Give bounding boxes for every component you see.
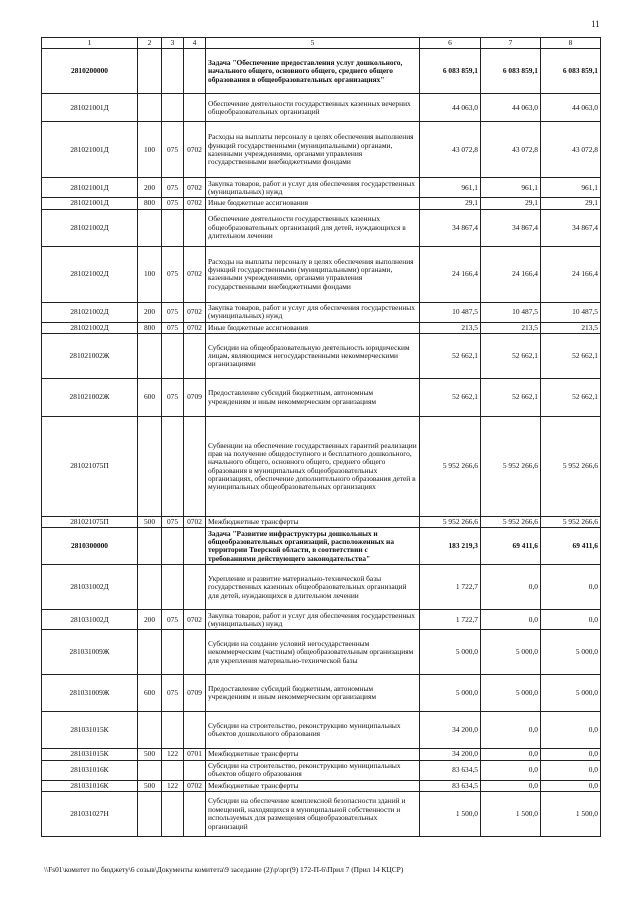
description-cell: Предоставление субсидий бюджетным, автономным учреждениям и иным некоммерческим организациям — [206, 675, 420, 712]
type-code-cell — [138, 565, 162, 610]
amount-year3-cell: 5 000,0 — [541, 630, 601, 675]
description-cell: Обеспечение деятельности государственных казенных общеобразовательных организаций для детей, нуждающихся в длительном лечении — [206, 209, 420, 246]
code-cell: 281021002Д — [42, 209, 138, 246]
amount-year1-cell: 83 634,5 — [420, 780, 481, 791]
amount-year2-cell: 0,0 — [481, 712, 541, 749]
description-cell: Иные бюджетные ассигнования — [206, 198, 420, 209]
type-code-cell: 100 — [138, 246, 162, 302]
amount-year2-cell: 29,1 — [481, 198, 541, 209]
type-code-cell — [138, 49, 162, 94]
table-row — [42, 322, 601, 333]
amount-year3-cell: 961,1 — [541, 178, 601, 198]
type-code-cell — [138, 334, 162, 379]
type-code-cell — [138, 792, 162, 837]
table-row — [42, 760, 601, 780]
type-code-cell — [138, 94, 162, 122]
amount-year1-cell: 34 200,0 — [420, 712, 481, 749]
section-code-cell: 0702 — [184, 198, 206, 209]
description-cell: Субсидии на создание условий негосударственным некоммерческим (частным) общеобразовательным организациям для укрепления материально-технической базы — [206, 630, 420, 675]
description-cell: Задача "Развитие инфраструктуры дошкольных и общеобразовательных организаций, расположенных на территории Тверской области, в соответствии с требованиями действующего законодательства" — [206, 528, 420, 565]
header-col-4: 4 — [184, 38, 206, 49]
description-cell: Закупка товаров, работ и услуг для обеспечения государственных (муниципальных) нужд — [206, 302, 420, 322]
type-code-cell: 800 — [138, 198, 162, 209]
amount-year3-cell: 6 083 859,1 — [541, 49, 601, 94]
dept-code-cell — [162, 49, 184, 94]
amount-year2-cell: 52 662,1 — [481, 334, 541, 379]
code-cell: 281021075П — [42, 417, 138, 517]
amount-year1-cell: 24 166,4 — [420, 246, 481, 302]
type-code-cell: 200 — [138, 178, 162, 198]
amount-year2-cell: 43 072,8 — [481, 122, 541, 178]
description-cell: Закупка товаров, работ и услуг для обеспечения государственных (муниципальных) нужд — [206, 610, 420, 630]
section-code-cell: 0702 — [184, 517, 206, 528]
type-code-cell: 600 — [138, 675, 162, 712]
dept-code-cell: 075 — [162, 322, 184, 333]
section-code-cell: 0702 — [184, 322, 206, 333]
description-cell: Субсидии на строительство, реконструкцию муниципальных объектов дошкольного образования — [206, 712, 420, 749]
dept-code-cell: 122 — [162, 749, 184, 760]
code-cell: 281031002Д — [42, 610, 138, 630]
amount-year1-cell: 44 063,0 — [420, 94, 481, 122]
dept-code-cell: 075 — [162, 246, 184, 302]
type-code-cell — [138, 760, 162, 780]
amount-year3-cell: 5 952 266,6 — [541, 417, 601, 517]
code-cell: 2810200000 — [42, 49, 138, 94]
code-cell: 281021001Д — [42, 94, 138, 122]
type-code-cell: 500 — [138, 517, 162, 528]
description-cell: Задача "Обеспечение предоставления услуг дошкольного, начального общего, основного общего, среднего общего образования в общеобразовательных организациях" — [206, 49, 420, 94]
description-cell: Субвенции на обеспечение государственных гарантий реализации прав на получение общедоступного и бесплатного дошкольного, начального общего, основного общего, среднего общего образования в муниципальных общеобразовательных организациях, обеспечение дополнительного образования детей в муниципальных общеобразовательных организациях — [206, 417, 420, 517]
table-row — [42, 417, 601, 517]
amount-year1-cell: 34 867,4 — [420, 209, 481, 246]
table-row — [42, 209, 601, 246]
table-row — [42, 792, 601, 837]
table-row — [42, 517, 601, 528]
section-code-cell — [184, 712, 206, 749]
amount-year2-cell: 5 000,0 — [481, 630, 541, 675]
amount-year3-cell: 1 500,0 — [541, 792, 601, 837]
section-code-cell: 0709 — [184, 675, 206, 712]
table-row — [42, 198, 601, 209]
amount-year3-cell: 52 662,1 — [541, 379, 601, 417]
amount-year3-cell: 0,0 — [541, 565, 601, 610]
description-cell: Межбюджетные трансферты — [206, 517, 420, 528]
code-cell: 281031009Ж — [42, 675, 138, 712]
section-code-cell: 0702 — [184, 302, 206, 322]
amount-year3-cell: 0,0 — [541, 780, 601, 791]
dept-code-cell — [162, 565, 184, 610]
amount-year3-cell: 52 662,1 — [541, 334, 601, 379]
dept-code-cell — [162, 94, 184, 122]
amount-year2-cell: 0,0 — [481, 780, 541, 791]
table-row — [42, 780, 601, 791]
dept-code-cell — [162, 760, 184, 780]
amount-year2-cell: 10 487,5 — [481, 302, 541, 322]
section-code-cell — [184, 630, 206, 675]
description-cell: Обеспечение деятельности государственных казенных вечерних общеобразовательных организаций — [206, 94, 420, 122]
header-col-3: 3 — [162, 38, 184, 49]
description-cell: Субсидии на общеобразовательную деятельность юридическим лицам, являющимся негосударственными некоммерческими организациями — [206, 334, 420, 379]
dept-code-cell: 075 — [162, 198, 184, 209]
section-code-cell: 0702 — [184, 610, 206, 630]
table-row — [42, 122, 601, 178]
description-cell: Расходы на выплаты персоналу в целях обеспечения выполнения функций государственными (муниципальными) органами, казенными учреждениями, органами управления государственными внебюджетными фондами — [206, 246, 420, 302]
type-code-cell: 200 — [138, 302, 162, 322]
amount-year3-cell: 24 166,4 — [541, 246, 601, 302]
code-cell: 281031002Д — [42, 565, 138, 610]
section-code-cell — [184, 49, 206, 94]
code-cell: 281021002Ж — [42, 334, 138, 379]
amount-year2-cell: 24 166,4 — [481, 246, 541, 302]
type-code-cell: 500 — [138, 749, 162, 760]
header-col-5: 5 — [206, 38, 420, 49]
section-code-cell: 0702 — [184, 780, 206, 791]
type-code-cell — [138, 417, 162, 517]
amount-year2-cell: 213,5 — [481, 322, 541, 333]
amount-year2-cell: 5 952 266,6 — [481, 417, 541, 517]
description-cell: Расходы на выплаты персоналу в целях обеспечения выполнения функций государственными (муниципальными) органами, казенными учреждениями, органами управления государственными внебюджетными фондами — [206, 122, 420, 178]
dept-code-cell: 075 — [162, 178, 184, 198]
dept-code-cell: 075 — [162, 379, 184, 417]
type-code-cell: 200 — [138, 610, 162, 630]
amount-year3-cell: 29,1 — [541, 198, 601, 209]
amount-year3-cell: 10 487,5 — [541, 302, 601, 322]
code-cell: 281021002Д — [42, 322, 138, 333]
description-cell: Предоставление субсидий бюджетным, автономным учреждениям и иным некоммерческим организациям — [206, 379, 420, 417]
table-row — [42, 630, 601, 675]
table-row — [42, 379, 601, 417]
code-cell: 281031016К — [42, 780, 138, 791]
description-cell: Закупка товаров, работ и услуг для обеспечения государственных (муниципальных) нужд — [206, 178, 420, 198]
table-row — [42, 94, 601, 122]
dept-code-cell: 122 — [162, 780, 184, 791]
amount-year1-cell: 6 083 859,1 — [420, 49, 481, 94]
code-cell: 2810300000 — [42, 528, 138, 565]
amount-year1-cell: 52 662,1 — [420, 379, 481, 417]
table-row — [42, 749, 601, 760]
amount-year2-cell: 5 000,0 — [481, 675, 541, 712]
amount-year3-cell: 44 063,0 — [541, 94, 601, 122]
amount-year3-cell: 5 952 266,6 — [541, 517, 601, 528]
section-code-cell — [184, 417, 206, 517]
code-cell: 281021075П — [42, 517, 138, 528]
amount-year1-cell: 52 662,1 — [420, 334, 481, 379]
header-col-6: 6 — [420, 38, 481, 49]
amount-year1-cell: 5 952 266,6 — [420, 417, 481, 517]
table-row — [42, 178, 601, 198]
amount-year1-cell: 34 200,0 — [420, 749, 481, 760]
dept-code-cell — [162, 712, 184, 749]
amount-year1-cell: 83 634,5 — [420, 760, 481, 780]
type-code-cell — [138, 712, 162, 749]
amount-year3-cell: 0,0 — [541, 760, 601, 780]
type-code-cell — [138, 528, 162, 565]
section-code-cell: 0702 — [184, 122, 206, 178]
amount-year2-cell: 52 662,1 — [481, 379, 541, 417]
amount-year1-cell: 961,1 — [420, 178, 481, 198]
table-row — [42, 610, 601, 630]
amount-year1-cell: 183 219,3 — [420, 528, 481, 565]
amount-year2-cell: 5 952 266,6 — [481, 517, 541, 528]
dept-code-cell: 075 — [162, 122, 184, 178]
amount-year1-cell: 213,5 — [420, 322, 481, 333]
code-cell: 281021002Д — [42, 246, 138, 302]
section-code-cell — [184, 528, 206, 565]
section-code-cell — [184, 792, 206, 837]
section-code-cell: 0702 — [184, 178, 206, 198]
amount-year2-cell: 1 500,0 — [481, 792, 541, 837]
budget-table — [41, 37, 601, 837]
type-code-cell: 600 — [138, 379, 162, 417]
header-col-2: 2 — [138, 38, 162, 49]
amount-year1-cell: 5 952 266,6 — [420, 517, 481, 528]
section-code-cell: 0702 — [184, 246, 206, 302]
amount-year1-cell: 1 500,0 — [420, 792, 481, 837]
dept-code-cell — [162, 792, 184, 837]
code-cell: 281031027Н — [42, 792, 138, 837]
amount-year2-cell: 0,0 — [481, 565, 541, 610]
section-code-cell — [184, 334, 206, 379]
type-code-cell — [138, 630, 162, 675]
amount-year1-cell: 10 487,5 — [420, 302, 481, 322]
dept-code-cell — [162, 630, 184, 675]
section-code-cell — [184, 209, 206, 246]
section-code-cell — [184, 565, 206, 610]
header-col-8: 8 — [541, 38, 601, 49]
code-cell: 281031016К — [42, 760, 138, 780]
code-cell: 281021001Д — [42, 198, 138, 209]
description-cell: Субсидии на обеспечение комплексной безопасности зданий и помещений, находящихся в муниципальной собственности и используемых для размещения общеобразовательных организаций — [206, 792, 420, 837]
header-col-1: 1 — [42, 38, 138, 49]
amount-year2-cell: 0,0 — [481, 610, 541, 630]
dept-code-cell — [162, 528, 184, 565]
dept-code-cell — [162, 334, 184, 379]
table-row — [42, 246, 601, 302]
amount-year2-cell: 6 083 859,1 — [481, 49, 541, 94]
code-cell: 281031015К — [42, 712, 138, 749]
section-code-cell: 0709 — [184, 379, 206, 417]
table-row — [42, 528, 601, 565]
table-row — [42, 712, 601, 749]
amount-year3-cell: 0,0 — [541, 749, 601, 760]
header-col-7: 7 — [481, 38, 541, 49]
amount-year3-cell: 5 000,0 — [541, 675, 601, 712]
amount-year1-cell: 5 000,0 — [420, 630, 481, 675]
amount-year1-cell: 43 072,8 — [420, 122, 481, 178]
amount-year2-cell: 961,1 — [481, 178, 541, 198]
amount-year1-cell: 1 722,7 — [420, 565, 481, 610]
dept-code-cell: 075 — [162, 302, 184, 322]
amount-year3-cell: 213,5 — [541, 322, 601, 333]
footer-file-path: \\Fs01\комитет по бюджету\6 созыв\Документы комитета\9 заседание (2)\р\зрг(9) 172-П-6\Прил 7 (Прил 14 КЦСР) — [44, 865, 404, 874]
amount-year2-cell: 0,0 — [481, 760, 541, 780]
section-code-cell — [184, 760, 206, 780]
table-row — [42, 675, 601, 712]
type-code-cell: 800 — [138, 322, 162, 333]
table-row — [42, 49, 601, 94]
section-code-cell: 0701 — [184, 749, 206, 760]
table-row — [42, 302, 601, 322]
amount-year2-cell: 44 063,0 — [481, 94, 541, 122]
type-code-cell — [138, 209, 162, 246]
amount-year1-cell: 5 000,0 — [420, 675, 481, 712]
code-cell: 281031015К — [42, 749, 138, 760]
code-cell: 281021001Д — [42, 178, 138, 198]
description-cell: Межбюджетные трансферты — [206, 749, 420, 760]
code-cell: 281021001Д — [42, 122, 138, 178]
description-cell: Иные бюджетные ассигнования — [206, 322, 420, 333]
dept-code-cell: 075 — [162, 517, 184, 528]
header-row — [42, 38, 601, 49]
type-code-cell: 100 — [138, 122, 162, 178]
description-cell: Межбюджетные трансферты — [206, 780, 420, 791]
dept-code-cell — [162, 209, 184, 246]
dept-code-cell: 075 — [162, 610, 184, 630]
page-number: 11 — [591, 19, 600, 29]
amount-year3-cell: 0,0 — [541, 712, 601, 749]
amount-year2-cell: 0,0 — [481, 749, 541, 760]
type-code-cell: 500 — [138, 780, 162, 791]
amount-year2-cell: 69 411,6 — [481, 528, 541, 565]
amount-year3-cell: 43 072,8 — [541, 122, 601, 178]
dept-code-cell — [162, 417, 184, 517]
code-cell: 281021002Д — [42, 302, 138, 322]
amount-year3-cell: 0,0 — [541, 610, 601, 630]
amount-year1-cell: 29,1 — [420, 198, 481, 209]
amount-year1-cell: 1 722,7 — [420, 610, 481, 630]
code-cell: 281021002Ж — [42, 379, 138, 417]
description-cell: Субсидии на строительство, реконструкцию муниципальных объектов общего образования — [206, 760, 420, 780]
amount-year3-cell: 34 867,4 — [541, 209, 601, 246]
table-row — [42, 334, 601, 379]
amount-year3-cell: 69 411,6 — [541, 528, 601, 565]
dept-code-cell: 075 — [162, 675, 184, 712]
table-row — [42, 565, 601, 610]
description-cell: Укрепление и развитие материально-технической базы государственных казенных общеобразовательных организаций для детей, нуждающихся в длительном лечении — [206, 565, 420, 610]
amount-year2-cell: 34 867,4 — [481, 209, 541, 246]
section-code-cell — [184, 94, 206, 122]
code-cell: 281031009Ж — [42, 630, 138, 675]
